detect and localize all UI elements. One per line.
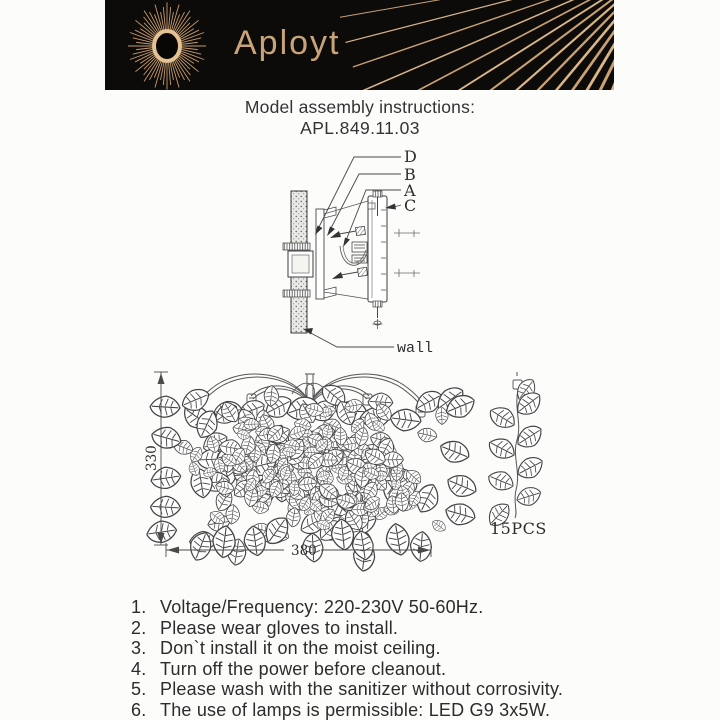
instruction-number: 3. [131,638,147,659]
mount-diagram [283,157,420,347]
instruction-text: Don`t install it on the moist ceiling. [160,638,441,659]
instruction-item [131,700,631,720]
strand-count-label: 15PCS [490,519,547,538]
instruction-number: 6. [131,699,147,720]
instruction-item [131,659,631,680]
part-label-a: A [404,181,416,200]
instruction-number: 1. [131,597,147,617]
dim-width-label: 380 [291,543,317,559]
instruction-text: Please wear gloves to install. [160,617,399,638]
dim-height-label: 330 [144,445,160,471]
instruction-text: Voltage/Frequency: 220-230V 50-60Hz. [160,597,484,617]
instruction-number: 4. [131,658,147,679]
instruction-text: The use of lamps is permissible: LED G9 3x5W. [160,699,551,720]
part-label-b: B [404,165,416,184]
instruction-item [131,638,631,659]
instruction-text: Turn off the power before cleanout. [160,658,447,679]
instruction-item [131,618,631,639]
instruction-item [131,679,631,700]
wall-label: wall [397,340,434,357]
instruction-number: 5. [131,679,147,700]
lamp-front-view [144,372,480,573]
instruction-number: 2. [131,617,147,638]
model-number: APL.849.11.03 [300,118,420,138]
brand-name: Aployt [234,24,341,62]
part-label-d: D [404,147,417,166]
leaf-strand [483,372,546,530]
instruction-item [131,597,631,618]
page-title: Model assembly instructions: [244,97,476,117]
part-label-c: C [404,196,417,215]
instructions-list [131,597,631,720]
instruction-text: Please wash with the sanitizer without corrosivity. [160,679,564,700]
